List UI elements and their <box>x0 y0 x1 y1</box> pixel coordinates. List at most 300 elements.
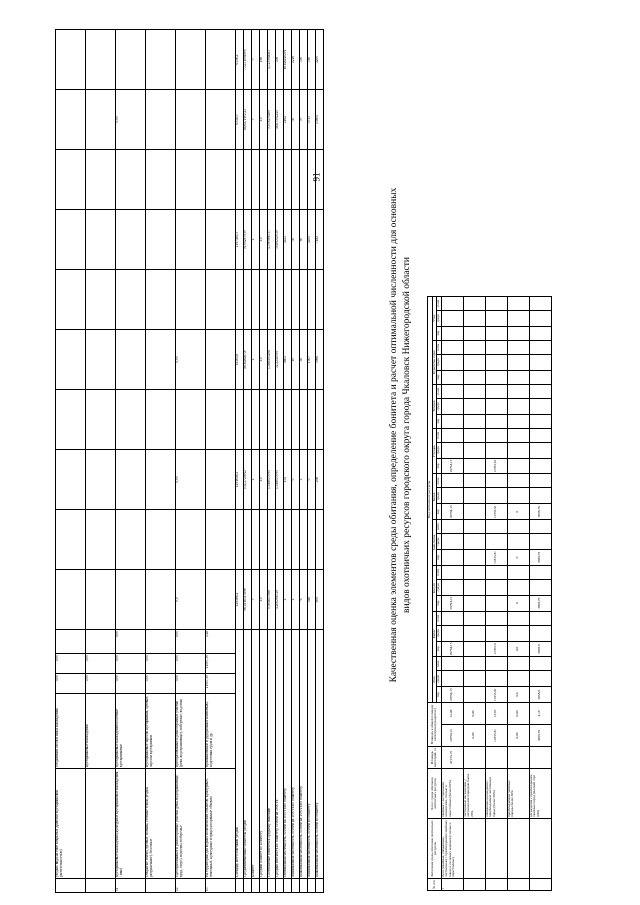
species-value <box>86 450 116 510</box>
species-value <box>441 326 463 340</box>
summary-value: 14365,8 <box>236 330 244 390</box>
summary-label: Минимальная численность, особей на 1000 га по бонитету <box>292 630 300 879</box>
species-value <box>56 150 86 210</box>
summary-value: 5 <box>252 30 260 90</box>
area-value <box>463 747 485 769</box>
species-value <box>485 595 507 611</box>
row-number <box>276 879 284 893</box>
species-value <box>507 534 529 550</box>
summary-value: 1,0 <box>260 90 268 150</box>
species-value <box>529 414 551 428</box>
area-value: 0,00 <box>116 654 146 674</box>
species-value: 20794,15 <box>441 595 463 611</box>
species-value <box>507 611 529 625</box>
species-value <box>463 384 485 398</box>
summary-value: 5713 <box>308 90 316 150</box>
percent-value: 3698,78 <box>529 725 551 747</box>
quality-header: хор <box>437 414 442 428</box>
species-value: 0 <box>507 550 529 566</box>
species-value <box>441 442 463 458</box>
species-value <box>176 390 206 450</box>
species-value <box>463 565 485 579</box>
summary-value: 46,67152245 <box>276 90 284 150</box>
summary-value <box>284 270 292 330</box>
summary-value: 1,018017095 <box>268 450 276 510</box>
species-header: Утки <box>432 296 437 340</box>
summary-label: Площадь местообитаний угодий <box>236 630 244 879</box>
quality-header: хор <box>437 595 442 611</box>
species-value <box>529 354 551 370</box>
percent-value <box>56 630 86 654</box>
species-value <box>507 370 529 384</box>
summary-value: 4432 <box>284 210 292 270</box>
summary-value <box>244 150 252 210</box>
row-number <box>300 879 308 893</box>
species-value <box>56 450 86 510</box>
species-value <box>146 270 176 330</box>
species-value <box>507 442 529 458</box>
habitat-class: лиственные насаждения, с лиственными породами более 20% <box>463 769 485 819</box>
summary-value <box>244 390 252 450</box>
habitat-class: соединений лесов и иных насаждений <box>56 694 86 769</box>
summary-value <box>308 510 316 570</box>
row-number: 12 <box>176 879 206 893</box>
percent-value: 0,00 <box>463 725 485 747</box>
species-value <box>441 474 463 488</box>
species-value <box>485 354 507 370</box>
species-value <box>441 354 463 370</box>
species-value <box>441 370 463 384</box>
quality-header: хор <box>437 687 442 703</box>
summary-value: 7182 <box>316 210 324 270</box>
summary-value: 390 <box>300 30 308 90</box>
species-value: 3698,8 <box>529 687 551 703</box>
species-value <box>441 428 463 442</box>
species-value <box>441 625 463 641</box>
summary-value <box>260 270 268 330</box>
percent-value: 5,48 <box>206 630 236 654</box>
header-category: Категория среды обитания охотничьих ресурсов <box>428 819 442 879</box>
summary-value <box>244 510 252 570</box>
habitat-class: преобладающие хвойные породы более 30% <box>507 769 529 819</box>
area-value: 41553,18 <box>441 747 463 769</box>
species-value <box>463 687 485 703</box>
species-value <box>507 354 529 370</box>
species-value: 20794,15 <box>441 641 463 657</box>
summary-value: 4455 <box>308 210 316 270</box>
species-value <box>86 330 116 390</box>
row-number <box>260 879 268 893</box>
species-value <box>441 398 463 414</box>
species-value <box>507 414 529 428</box>
quality-header: средн <box>437 625 442 641</box>
quality-header: плох <box>437 428 442 442</box>
summary-value: 4,200206749 <box>276 570 284 630</box>
species-value <box>529 488 551 504</box>
species-value <box>507 657 529 671</box>
species-value <box>529 657 551 671</box>
summary-value: 0 <box>292 450 300 510</box>
row-number: 13 <box>206 879 236 893</box>
species-value <box>116 270 146 330</box>
summary-value <box>244 270 252 330</box>
summary-value: 4 <box>252 450 260 510</box>
summary-value <box>292 270 300 330</box>
species-value <box>463 611 485 625</box>
species-value: 0,0 <box>176 570 206 630</box>
habitat-class: смешанные насаждения с преобладанием лиственных пород (более 50%) <box>485 769 507 819</box>
species-value <box>56 210 86 270</box>
species-value <box>485 414 507 428</box>
species-value <box>146 570 176 630</box>
summary-value <box>300 150 308 210</box>
species-header: Заяц-беляк <box>432 520 437 566</box>
percent-value: 0,00 <box>463 703 485 725</box>
area-value: 0,00 <box>176 654 206 674</box>
quality-header: средн <box>437 671 442 687</box>
quality-header: хор <box>437 370 442 384</box>
category-name <box>507 819 529 879</box>
species-value <box>529 340 551 354</box>
area-value: 0,00 <box>146 674 176 694</box>
species-value <box>441 384 463 398</box>
summary-value: 60 <box>300 210 308 270</box>
species-value <box>56 510 86 570</box>
species-value <box>529 384 551 398</box>
quality-header: плох <box>437 520 442 534</box>
species-value <box>529 370 551 384</box>
row-number <box>244 879 252 893</box>
species-value <box>146 30 176 90</box>
summary-row <box>260 30 268 893</box>
species-value <box>441 550 463 566</box>
species-value: 0,00 <box>176 450 206 510</box>
species-value <box>56 330 86 390</box>
species-value <box>463 671 485 687</box>
species-value <box>146 510 176 570</box>
summary-value: 76,092979,97 <box>244 210 252 270</box>
header-class: Класс среды обитания охотничьих ресурсов <box>428 769 442 819</box>
summary-value: 30 <box>292 210 300 270</box>
species-header: Белка <box>432 474 437 520</box>
species-value <box>529 296 551 310</box>
summary-value <box>316 270 324 330</box>
species-value <box>176 30 206 90</box>
species-value: 0,00 <box>176 330 206 390</box>
habitat-class: хвойные с лиственными элементами, спелые и перестойные (более 60%) <box>441 769 463 819</box>
summary-value <box>236 150 244 210</box>
summary-value: 780 <box>308 30 316 90</box>
summary-value: 298 <box>316 450 324 510</box>
summary-value <box>300 270 308 330</box>
species-value <box>441 520 463 534</box>
summary-value: 1197465,3 <box>236 210 244 270</box>
category-name: На территории для водных политических объектов, культурных, земельных, культурные и природоохранные объекты <box>206 769 236 879</box>
species-value <box>206 90 236 150</box>
table-row <box>206 30 236 893</box>
species-value <box>116 210 146 270</box>
summary-value <box>252 390 260 450</box>
category-name <box>529 819 551 879</box>
species-value <box>463 296 485 310</box>
category-name: Кустарниковые насаждения (культурные кустарниковые насаждения / ивы) <box>116 769 146 879</box>
category-name: Открытые земли (луговые, поляны, степные земли, угодья, разрушенные), болотные <box>146 769 176 879</box>
species-value <box>206 390 236 450</box>
row-number <box>268 879 276 893</box>
summary-value <box>268 390 276 450</box>
species-value <box>116 390 146 450</box>
species-value <box>529 310 551 326</box>
summary-value <box>276 270 284 330</box>
summary-row <box>292 30 300 893</box>
summary-value <box>276 510 284 570</box>
species-value <box>485 625 507 641</box>
species-value <box>463 625 485 641</box>
summary-value <box>276 150 284 210</box>
species-value <box>485 442 507 458</box>
species-value <box>441 414 463 428</box>
summary-value: 1491658,4 <box>236 450 244 510</box>
percent-value: 0,00 <box>507 725 529 747</box>
species-value <box>176 150 206 210</box>
summary-label: Минимальная численность, особей по бонитету <box>308 630 316 879</box>
species-value <box>507 625 529 641</box>
category-name: Леса (хвойные, смешанные, лиственные) с преобладанием хвойных пород и сосновых деревьев (спелые и перестойные) <box>441 819 463 879</box>
species-value <box>463 414 485 428</box>
category-name <box>86 769 116 879</box>
species-value: 12355,8 <box>485 641 507 657</box>
summary-label: Оптимальная численность, особей на 1000 га по бонитету <box>284 630 292 879</box>
summary-value <box>284 510 292 570</box>
species-value <box>507 428 529 442</box>
species-value <box>463 340 485 354</box>
summary-value: 186 <box>260 30 268 90</box>
species-value <box>485 296 507 310</box>
species-value <box>485 370 507 384</box>
summary-value: 4 <box>284 570 292 630</box>
species-value <box>485 611 507 625</box>
header-num: № п/п <box>428 879 442 891</box>
species-value: 3698,8 <box>529 641 551 657</box>
summary-value <box>260 510 268 570</box>
summary-value: 46,6471102,43 <box>244 90 252 150</box>
species-value: 0 <box>507 595 529 611</box>
summary-value <box>300 390 308 450</box>
summary-value: 5,079435489 <box>268 90 276 150</box>
table-row <box>507 296 529 890</box>
species-value <box>507 520 529 534</box>
table-row <box>86 30 116 893</box>
summary-value <box>252 150 260 210</box>
species-value <box>485 340 507 354</box>
summary-row <box>268 30 276 893</box>
species-value <box>463 326 485 340</box>
area-value <box>529 747 551 769</box>
quality-header: хор <box>437 641 442 657</box>
summary-row <box>244 30 252 893</box>
optimal-population-table <box>427 296 552 891</box>
summary-label: Соотношение бонитета к среднему значению <box>268 630 276 879</box>
table-row <box>529 296 551 890</box>
species-value <box>463 474 485 488</box>
summary-row <box>252 30 260 893</box>
quality-header: средн <box>437 579 442 595</box>
species-value <box>441 534 463 550</box>
summary-value: 86,648467,8 <box>244 330 252 390</box>
row-number <box>292 879 300 893</box>
quality-header: хор <box>437 326 442 340</box>
species-value <box>146 150 176 210</box>
summary-value: 306 <box>276 30 284 90</box>
row-number: 1 <box>441 879 463 891</box>
species-value: 20794,15 <box>441 687 463 703</box>
species-value <box>507 579 529 595</box>
summary-value: 13801 <box>316 90 324 150</box>
summary-value: 5 <box>252 90 260 150</box>
area-value <box>507 747 529 769</box>
summary-value: 1,0 <box>260 570 268 630</box>
species-value <box>206 150 236 210</box>
summary-value: 149166,4 <box>236 570 244 630</box>
summary-label: Максимальная численность, особей по бонитету <box>316 630 324 879</box>
species-value <box>463 370 485 384</box>
species-value <box>485 565 507 579</box>
row-number <box>529 879 551 891</box>
species-value <box>116 450 146 510</box>
species-value <box>116 150 146 210</box>
species-header: Лось <box>432 657 437 703</box>
percent-value: 20794,15 <box>441 725 463 747</box>
row-number <box>86 879 116 893</box>
species-value <box>441 296 463 310</box>
species-value <box>507 384 529 398</box>
row-number <box>284 879 292 893</box>
species-value <box>463 442 485 458</box>
summary-value: 152,2720942 <box>244 450 252 510</box>
species-value <box>116 330 146 390</box>
species-value <box>485 488 507 504</box>
table-row <box>441 296 463 890</box>
species-value <box>463 458 485 474</box>
percent-value: 0,00 <box>507 703 529 725</box>
species-value <box>463 488 485 504</box>
species-value <box>529 671 551 687</box>
percent-value: 22,48 <box>441 703 463 725</box>
species-value <box>146 450 176 510</box>
species-value <box>176 270 206 330</box>
summary-value: 4,790966737 <box>268 210 276 270</box>
species-value <box>86 30 116 90</box>
quality-header: плох <box>437 474 442 488</box>
species-value <box>485 384 507 398</box>
species-value <box>206 450 236 510</box>
area-value: 0,00 <box>116 674 146 694</box>
summary-label: Средневзвешенные бонитеты угодий <box>244 630 252 879</box>
table-row <box>56 30 86 893</box>
species-value <box>206 30 236 90</box>
species-value <box>441 340 463 354</box>
species-value <box>507 458 529 474</box>
species-value <box>206 270 236 330</box>
species-value <box>146 390 176 450</box>
species-value <box>463 579 485 595</box>
habitat-class: преобразованные и разнообразные участки (река, водохранилище), побережье, водоемы <box>176 694 206 769</box>
summary-value <box>252 510 260 570</box>
summary-value: 5966 <box>316 330 324 390</box>
summary-value <box>316 390 324 450</box>
species-value <box>86 210 116 270</box>
habitat-class: насаждения с преобладанием хвойных пород (высшей сорт 0,80) <box>529 769 551 819</box>
quality-header: плох <box>437 296 442 310</box>
row-number <box>308 879 316 893</box>
quality-header: хор <box>437 550 442 566</box>
summary-value: 4200 <box>316 30 324 90</box>
species-value <box>529 428 551 442</box>
species-value <box>206 330 236 390</box>
summary-value: 0 <box>308 450 316 510</box>
quality-header: плох <box>437 340 442 354</box>
species-value <box>206 210 236 270</box>
species-header: Куропатка серая <box>432 340 437 384</box>
species-value: 3698,78 <box>529 550 551 566</box>
species-value: 3698,78 <box>529 504 551 520</box>
species-value <box>206 510 236 570</box>
summary-value: 1,388493208 <box>268 330 276 390</box>
summary-value: 1,0 <box>260 450 268 510</box>
summary-value <box>284 390 292 450</box>
category-name: угодьях вида на типе покрытых древесно-кустарниковой растительностью) <box>56 769 86 879</box>
habitat-class: промышленные и рудеральные комплексы, подготовка судов и др. <box>206 694 236 769</box>
category-name <box>463 819 485 879</box>
summary-row <box>284 30 292 893</box>
species-value <box>463 428 485 442</box>
habitat-class: Кустарниковые насаждения <box>86 694 116 769</box>
species-value <box>116 510 146 570</box>
species-value <box>507 296 529 310</box>
species-value: 20794,15 <box>441 458 463 474</box>
area-value: 0,00 <box>56 674 86 694</box>
species-value <box>441 611 463 625</box>
species-value <box>529 534 551 550</box>
summary-value <box>268 270 276 330</box>
species-value <box>56 90 86 150</box>
summary-value: 895 <box>316 570 324 630</box>
quality-header: плох <box>437 611 442 625</box>
table-row <box>485 296 507 890</box>
species-value <box>507 565 529 579</box>
species-value <box>146 330 176 390</box>
summary-value <box>292 510 300 570</box>
species-value <box>485 474 507 488</box>
species-value <box>507 488 529 504</box>
area-value: 0,00 <box>86 654 116 674</box>
species-value <box>441 657 463 671</box>
area-value <box>485 747 507 769</box>
row-number <box>56 879 86 893</box>
species-value <box>507 340 529 354</box>
summary-value: 32,2240799 <box>276 330 284 390</box>
area-value: 0,00 <box>176 674 206 694</box>
species-value <box>463 550 485 566</box>
species-value <box>485 534 507 550</box>
species-value <box>463 595 485 611</box>
species-value <box>176 210 206 270</box>
species-value <box>146 90 176 150</box>
summary-row <box>316 30 324 893</box>
page-number: 91 <box>311 172 322 182</box>
species-value <box>441 488 463 504</box>
species-value <box>441 579 463 595</box>
